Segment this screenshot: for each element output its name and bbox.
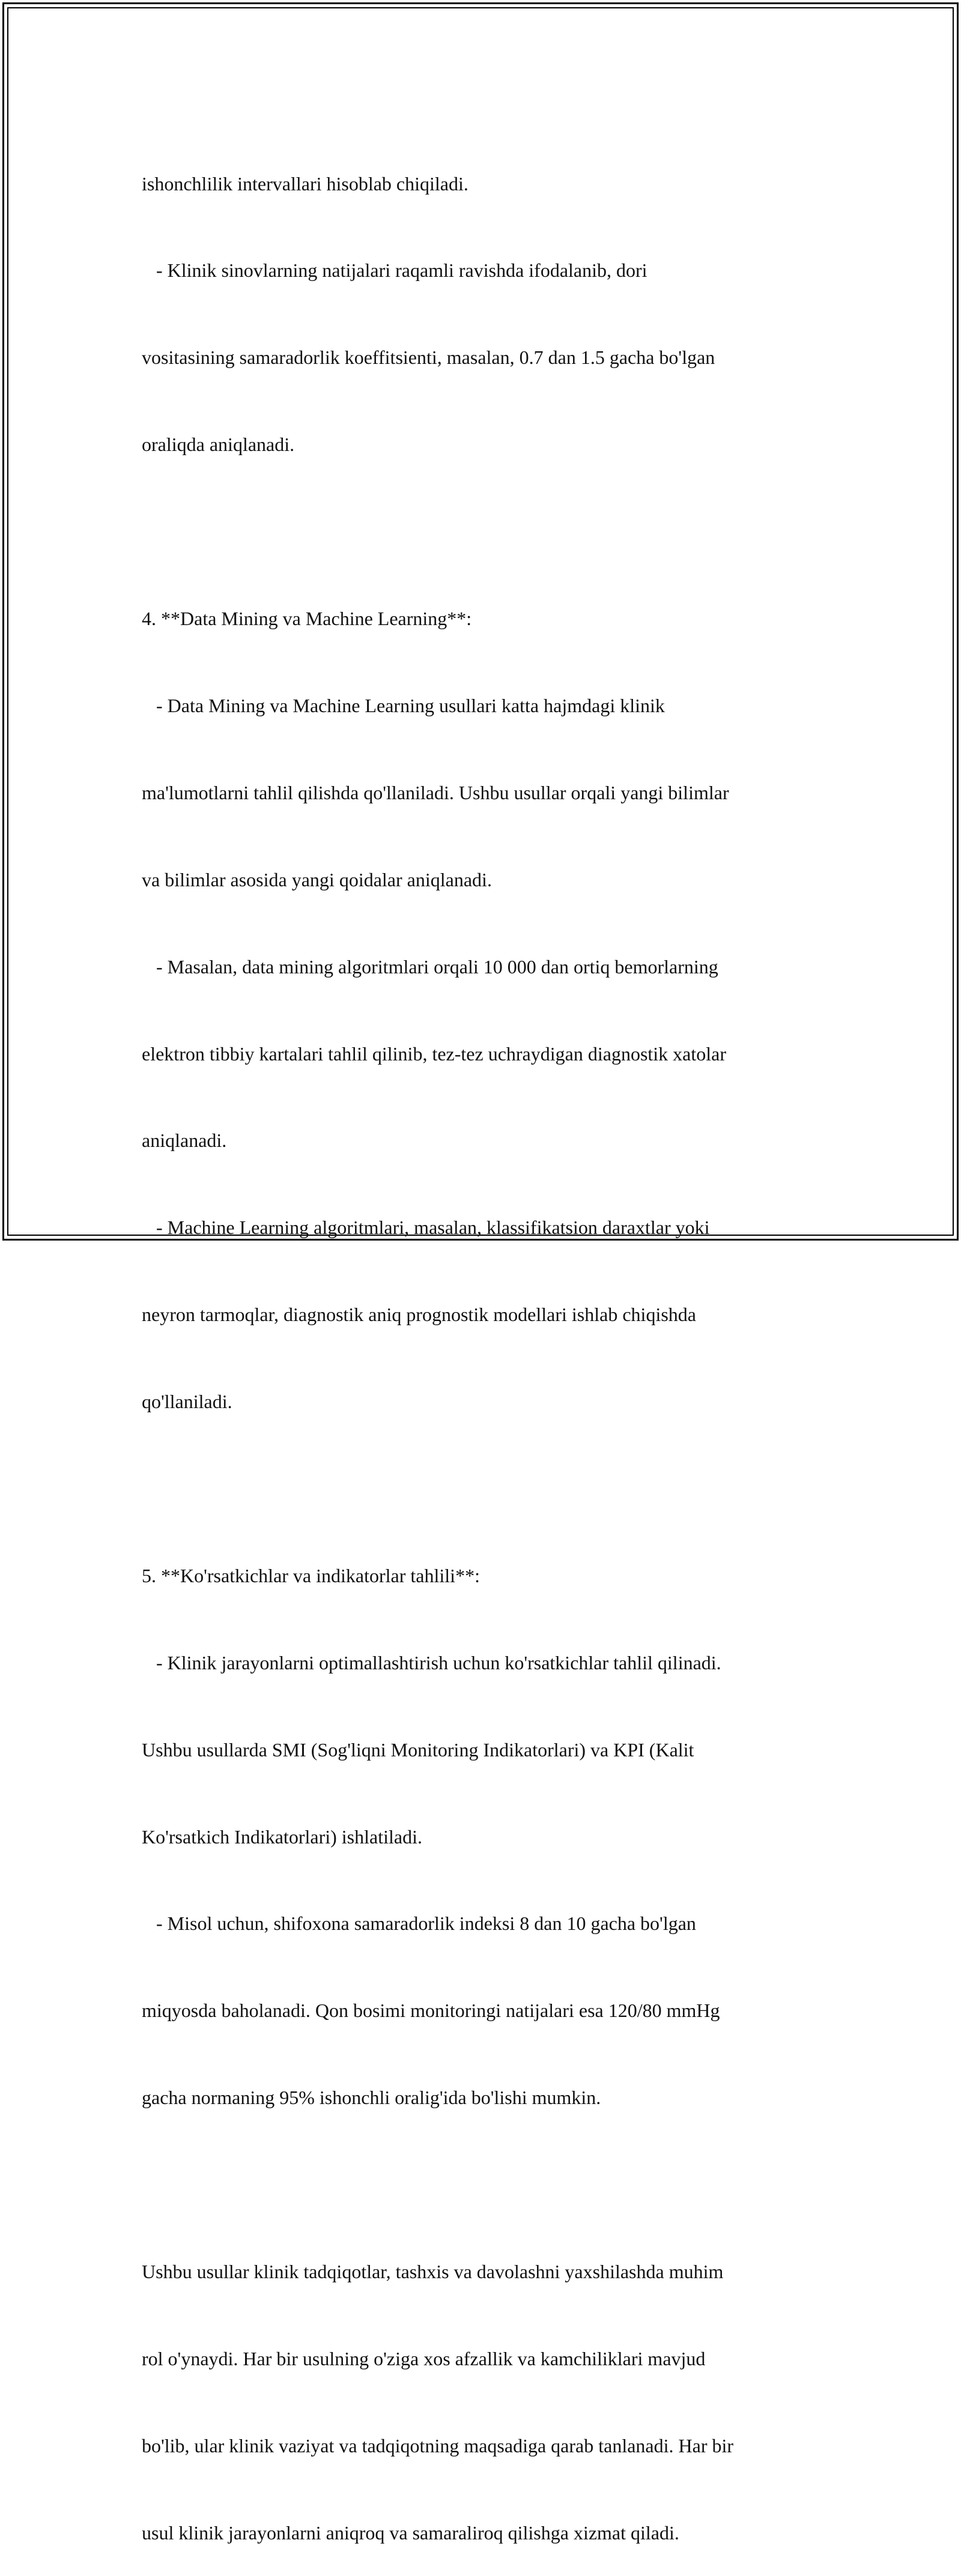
text-line: usul klinik jarayonlarni aniqroq va samaraliroq qilishga xizmat qiladi. bbox=[142, 2521, 679, 2544]
document-body bbox=[142, 111, 832, 2576]
section-heading: 4. **Data Mining va Machine Learning**: bbox=[142, 608, 472, 630]
text-line: neyron tarmoqlar, diagnostik aniq prognostik modellari ishlab chiqishda bbox=[142, 1304, 696, 1326]
text-line: aniqlanadi. bbox=[142, 1129, 227, 1152]
text-line: rol o'ynaydi. Har bir usulning o'ziga xos afzallik va kamchiliklari mavjud bbox=[142, 2347, 706, 2369]
text-line: Ko'rsatkich Indikatorlari) ishlatiladi. bbox=[142, 1825, 422, 1848]
text-line: Ushbu usullar klinik tadqiqotlar, tashxis va davolashni yaxshilashda muhim bbox=[142, 2260, 724, 2282]
text-line: vositasining samaradorlik koeffitsienti, masalan, 0.7 dan 1.5 gacha bo'lgan bbox=[142, 346, 715, 369]
text-line: va bilimlar asosida yangi qoidalar aniqlanadi. bbox=[142, 868, 492, 890]
text-line: - Masalan, data mining algoritmlari orqali 10 000 dan ortiq bemorlarning bbox=[142, 955, 718, 978]
text-line: qo'llaniladi. bbox=[142, 1391, 232, 1413]
text-line: - Data Mining va Machine Learning usullari katta hajmdagi klinik bbox=[142, 694, 665, 716]
text-line: ishonchlilik intervallari hisoblab chiqiladi. bbox=[142, 172, 468, 195]
text-line: miqyosda baholanadi. Qon bosimi monitoringi natijalari esa 120/80 mmHg bbox=[142, 2000, 720, 2022]
blank-line bbox=[142, 517, 832, 546]
text-line: - Klinik jarayonlarni optimallashtirish uchun ko'rsatkichlar tahlil qilinadi. bbox=[142, 1651, 721, 1673]
text-line: Ushbu usullarda SMI (Sog'liqni Monitoring Indikatorlari) va KPI (Kalit bbox=[142, 1738, 694, 1761]
blank-line bbox=[142, 2170, 832, 2199]
blank-line bbox=[142, 1474, 832, 1503]
text-line: - Klinik sinovlarning natijalari raqamli ravishda ifodalanib, dori bbox=[142, 259, 647, 282]
section-heading: 5. **Ko'rsatkichlar va indikatorlar tahlili**: bbox=[142, 1564, 480, 1586]
text-line: gacha normaning 95% ishonchli oralig'ida bo'lishi mumkin. bbox=[142, 2087, 601, 2109]
text-line: elektron tibbiy kartalari tahlil qilinib, tez-tez uchraydigan diagnostik xatolar bbox=[142, 1042, 727, 1065]
text-line: - Machine Learning algoritmlari, masalan, klassifikatsion daraxtlar yoki bbox=[142, 1217, 710, 1239]
text-line: ma'lumotlarni tahlil qilishda qo'llaniladi. Ushbu usullar orqali yangi bilimlar bbox=[142, 781, 729, 803]
text-line: bo'lib, ular klinik vaziyat va tadqiqotning maqsadiga qarab tanlanadi. Har bir bbox=[142, 2434, 734, 2457]
text-line: oraliqda aniqlanadi. bbox=[142, 434, 295, 456]
text-line: - Misol uchun, shifoxona samaradorlik indeksi 8 dan 10 gacha bo'lgan bbox=[142, 1912, 696, 1935]
